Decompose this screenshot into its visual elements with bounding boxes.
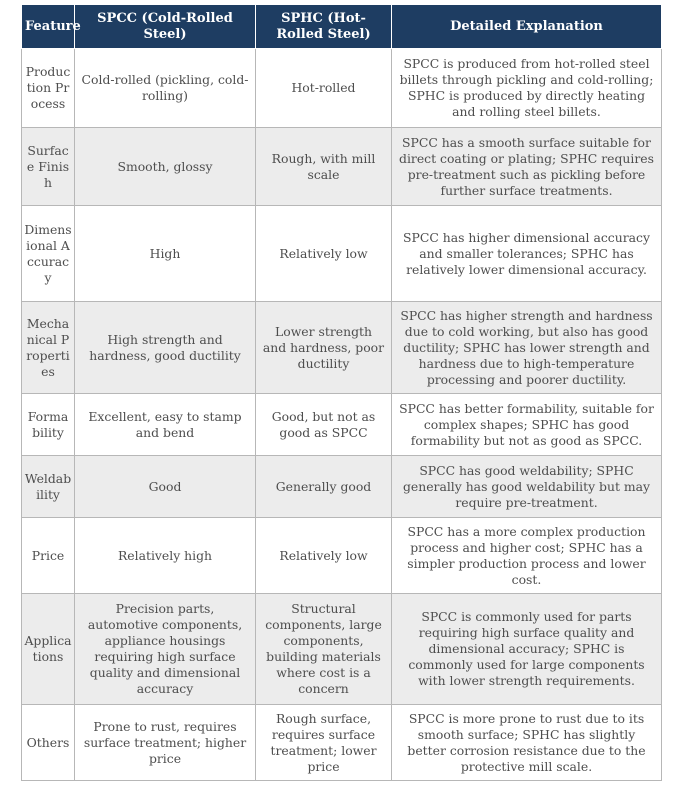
spcc-cell: Smooth, glossy bbox=[75, 128, 256, 206]
spcc-cell: Cold-rolled (pickling, cold-rolling) bbox=[75, 49, 256, 128]
explanation-cell: SPCC has higher strength and hardness due to cold working, but also has good ductility; SPHC has lower strength and hardness due to high-temperature processing and poorer ductility. bbox=[392, 302, 662, 394]
comparison-table bbox=[21, 4, 662, 781]
table-row bbox=[22, 705, 662, 781]
header-sphc: SPHC (Hot-Rolled Steel) bbox=[256, 5, 392, 49]
table-row bbox=[22, 206, 662, 302]
explanation-cell: SPCC is produced from hot-rolled steel billets through pickling and cold-rolling; SPHC is produced by directly heating and rolling steel billets. bbox=[392, 49, 662, 128]
sphc-cell: Relatively low bbox=[256, 206, 392, 302]
explanation-cell: SPCC is more prone to rust due to its smooth surface; SPHC has slightly better corrosion resistance due to the protective mill scale. bbox=[392, 705, 662, 781]
table-row bbox=[22, 594, 662, 705]
feature-cell: Formability bbox=[22, 394, 75, 456]
spcc-cell: High bbox=[75, 206, 256, 302]
table-header-row bbox=[22, 5, 662, 49]
table-row bbox=[22, 302, 662, 394]
spcc-cell: Prone to rust, requires surface treatment; higher price bbox=[75, 705, 256, 781]
feature-cell: Mechanical Properties bbox=[22, 302, 75, 394]
explanation-cell: SPCC has good weldability; SPHC generally has good weldability but may require pre-treatment. bbox=[392, 456, 662, 518]
table-row bbox=[22, 128, 662, 206]
sphc-cell: Rough surface, requires surface treatment; lower price bbox=[256, 705, 392, 781]
header-spcc: SPCC (Cold-Rolled Steel) bbox=[75, 5, 256, 49]
spcc-cell: Precision parts, automotive components, appliance housings requiring high surface quality and dimensional accuracy bbox=[75, 594, 256, 705]
sphc-cell: Rough, with mill scale bbox=[256, 128, 392, 206]
explanation-cell: SPCC has better formability, suitable for complex shapes; SPHC has good formability but not as good as SPCC. bbox=[392, 394, 662, 456]
spcc-cell: Excellent, easy to stamp and bend bbox=[75, 394, 256, 456]
feature-cell: Weldability bbox=[22, 456, 75, 518]
explanation-cell: SPCC has a smooth surface suitable for direct coating or plating; SPHC requires pre-treatment such as pickling before further surface treatments. bbox=[392, 128, 662, 206]
spcc-cell: Relatively high bbox=[75, 518, 256, 594]
feature-cell: Applications bbox=[22, 594, 75, 705]
spcc-cell: High strength and hardness, good ductility bbox=[75, 302, 256, 394]
explanation-cell: SPCC is commonly used for parts requiring high surface quality and dimensional accuracy; SPHC is commonly used for large components with lower strength requirements. bbox=[392, 594, 662, 705]
explanation-cell: SPCC has higher dimensional accuracy and smaller tolerances; SPHC has relatively lower dimensional accuracy. bbox=[392, 206, 662, 302]
sphc-cell: Generally good bbox=[256, 456, 392, 518]
feature-cell: Production Process bbox=[22, 49, 75, 128]
feature-cell: Price bbox=[22, 518, 75, 594]
feature-cell: Surface Finish bbox=[22, 128, 75, 206]
table-row bbox=[22, 49, 662, 128]
header-feature: Feature bbox=[22, 5, 75, 49]
table-row bbox=[22, 456, 662, 518]
spcc-cell: Good bbox=[75, 456, 256, 518]
feature-cell: Others bbox=[22, 705, 75, 781]
explanation-cell: SPCC has a more complex production process and higher cost; SPHC has a simpler production process and lower cost. bbox=[392, 518, 662, 594]
sphc-cell: Hot-rolled bbox=[256, 49, 392, 128]
sphc-cell: Good, but not as good as SPCC bbox=[256, 394, 392, 456]
sphc-cell: Lower strength and hardness, poor ductility bbox=[256, 302, 392, 394]
table-row bbox=[22, 394, 662, 456]
header-explanation: Detailed Explanation bbox=[392, 5, 662, 49]
feature-cell: Dimensional Accuracy bbox=[22, 206, 75, 302]
sphc-cell: Relatively low bbox=[256, 518, 392, 594]
table-row bbox=[22, 518, 662, 594]
sphc-cell: Structural components, large components, building materials where cost is a concern bbox=[256, 594, 392, 705]
